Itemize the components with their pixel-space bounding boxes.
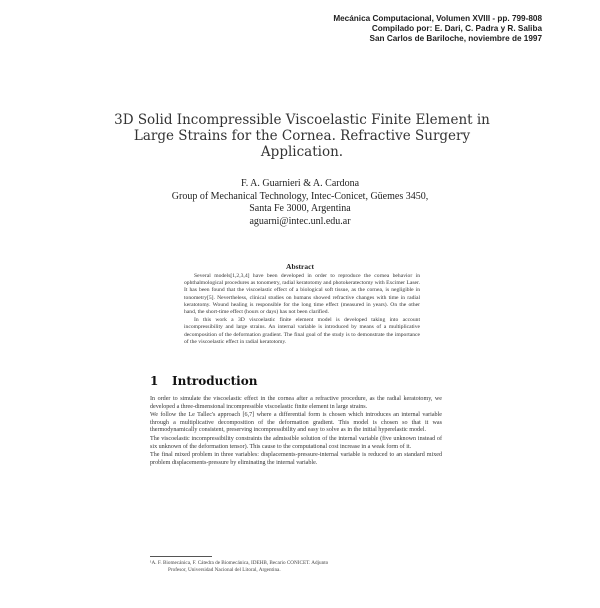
abstract-body xyxy=(184,273,420,346)
author-affiliation: Group of Mechanical Technology, Intec-Conicet, Güemes 3450, xyxy=(171,190,429,202)
body-paragraph-4: The final mixed problem in three variables: displacements-pressure-internal variable is reduced to an standard mixed problem displacements-pressure by eliminating the internal variable. xyxy=(150,452,442,466)
footnote-rule xyxy=(150,556,212,557)
author-names: F. A. Guarnieri & A. Cardona xyxy=(240,178,360,189)
footnote xyxy=(150,560,450,574)
paper-title xyxy=(110,112,494,160)
body-paragraph-2: We follow the Le Tallec's approach [6,7] where a differential form is chosen which introduces an internal variable through a multiplicative decomposition of the deformation gradient. This model is chosen so that it was thermodynamically consistent, preserving incompressibility and easy to solve as in the initial hyperelastic model. xyxy=(150,412,442,434)
abstract-paragraph-2: In this work a 3D viscoelastic finite element model is developed taking into account incompressibility and large strains. An internal variable is introduced by means of a multiplicative decomposition of the deformation gradient. The final goal of the study is to demonstrate the importance of the viscoelastic effect in radial keratotomy. xyxy=(184,317,420,345)
journal-header-line-2: Compilado por: E. Dari, C. Padra y R. Saliba xyxy=(371,24,542,33)
author-address: Santa Fe 3000, Argentina xyxy=(249,203,351,214)
section-heading xyxy=(150,374,257,388)
author-block xyxy=(150,178,450,228)
section-number: 1 xyxy=(150,374,159,388)
paper-title-line-2: Large Strains for the Cornea. Refractive Surgery xyxy=(133,128,471,144)
footnote-line-1: ¹A. F. Biomecánica, F. Cátedra de Biomecánica, IDEHB, Becario CONICET. Adjunto xyxy=(150,560,329,566)
body-paragraph-1: In order to simulate the viscoelastic effect in the cornea after a refractive procedure, as the radial keratotomy, we developed a three-dimensional incompressible viscoelastic finite element in large strains. xyxy=(150,396,442,410)
paper-title-line-1: 3D Solid Incompressible Viscoelastic Finite Element in xyxy=(114,112,490,128)
footnote-line-2: Profesor, Universidad Nacional del Litoral, Argentina. xyxy=(168,566,281,573)
abstract-paragraph-1: Several models[1,2,3,4] have been developed in order to reproduce the cornea behavior in ophthalmological procedures as tonometry, radial keratotomy and photokeratectomy with Excimer Laser. It has been found that the viscoelastic effect of a biological soft tissue, as the cornea, is negligible in tonometry[5]. Nevertheless, clinical studies on humans showed refractive changes with time in radial keratotomy. Wound healing is responsible for the long time effect (measured in years). On the other hand, the short-time effect (hours or days) has not been clarified. xyxy=(184,273,420,316)
section-title: Introduction xyxy=(172,374,258,388)
abstract-heading: Abstract xyxy=(286,262,314,271)
journal-header xyxy=(333,14,542,44)
introduction-body xyxy=(150,396,442,468)
author-email: aguarni@intec.unl.edu.ar xyxy=(249,215,351,227)
journal-header-line-3: San Carlos de Bariloche, noviembre de 1997 xyxy=(369,34,542,43)
body-paragraph-3: The viscoelastic incompressibility constraints the admissible solution of the internal variable (five unknown instead of six unknown of the deformation tensor). This cause to the computational cost increase in a weak form of it. xyxy=(150,435,442,450)
journal-header-line-1: Mecánica Computacional, Volumen XVIII - pp. 799-808 xyxy=(333,14,542,23)
paper-title-line-3: Application. xyxy=(260,144,344,160)
